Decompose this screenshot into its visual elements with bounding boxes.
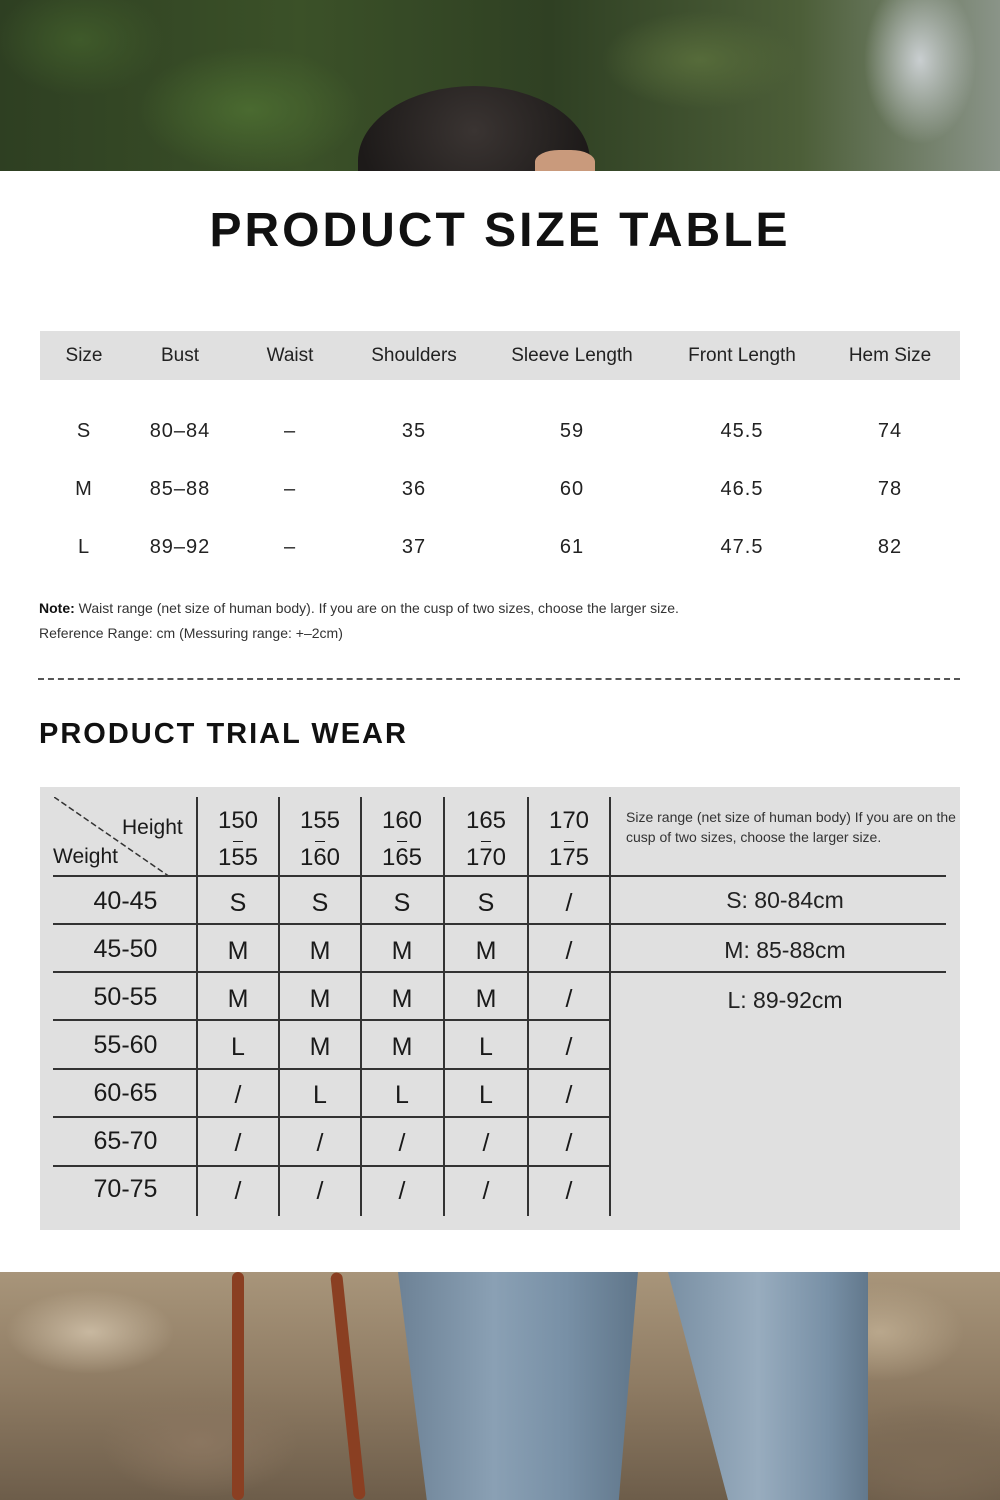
height-to: 175 bbox=[549, 839, 589, 876]
model-hand bbox=[535, 150, 595, 171]
trial-wear-title: PRODUCT TRIAL WEAR bbox=[39, 718, 408, 750]
size-cell: / bbox=[565, 1129, 573, 1157]
note-line-2: Reference Range: cm (Messuring range: +–2cm) bbox=[39, 625, 343, 641]
height-from: 160 bbox=[381, 807, 423, 834]
cell-sleeve-length: 60 bbox=[559, 478, 585, 500]
cell-hem-size: 74 bbox=[877, 420, 903, 442]
header-hem-size: Hem Size bbox=[848, 345, 932, 366]
size-table-header bbox=[40, 331, 960, 380]
weight-label: 50-55 bbox=[93, 983, 158, 1011]
cell-waist: – bbox=[283, 478, 297, 500]
height-to: 155 bbox=[218, 839, 258, 876]
size-cell: M bbox=[309, 985, 331, 1013]
grid-hline bbox=[53, 923, 946, 925]
cell-bust: 85–88 bbox=[149, 478, 211, 500]
size-cell: / bbox=[234, 1081, 242, 1109]
header-size: Size bbox=[65, 345, 103, 366]
top-model-photo bbox=[0, 0, 1000, 171]
grid-hline bbox=[53, 1019, 610, 1021]
cell-waist: – bbox=[283, 536, 297, 558]
dashed-divider bbox=[38, 678, 960, 680]
corner-height-label: Height bbox=[122, 816, 183, 839]
cell-shoulders: 37 bbox=[401, 536, 427, 558]
height-range-170-175 bbox=[528, 802, 610, 876]
size-cell: / bbox=[565, 1177, 573, 1205]
weight-label: 45-50 bbox=[93, 935, 158, 963]
header-waist: Waist bbox=[266, 345, 314, 366]
cell-shoulders: 35 bbox=[401, 420, 427, 442]
note-line-1 bbox=[39, 596, 679, 621]
cell-hem-size: 82 bbox=[877, 536, 903, 558]
size-cell: / bbox=[316, 1129, 324, 1157]
size-cell: M bbox=[309, 1033, 331, 1061]
trial-wear-table bbox=[40, 787, 960, 1230]
size-cell: M bbox=[475, 937, 497, 965]
size-cell: S bbox=[311, 889, 329, 917]
height-range-150-155 bbox=[197, 802, 279, 876]
bag-strap bbox=[232, 1272, 244, 1500]
weight-label: 55-60 bbox=[93, 1031, 158, 1059]
bag-strap bbox=[330, 1272, 366, 1500]
size-cell: / bbox=[565, 889, 573, 917]
height-to: 165 bbox=[382, 839, 422, 876]
size-row-s bbox=[40, 400, 960, 458]
cell-shoulders: 36 bbox=[401, 478, 427, 500]
jeans-right-leg bbox=[668, 1272, 868, 1500]
grid-hline bbox=[53, 1116, 610, 1118]
header-shoulders: Shoulders bbox=[371, 345, 457, 366]
cell-size: M bbox=[75, 478, 93, 500]
height-range-160-165 bbox=[361, 802, 443, 876]
size-cell: / bbox=[234, 1177, 242, 1205]
cell-sleeve-length: 59 bbox=[559, 420, 585, 442]
cell-front-length: 46.5 bbox=[720, 478, 764, 500]
corner-weight-label: Weight bbox=[53, 845, 118, 868]
size-cell: L bbox=[231, 1033, 245, 1061]
height-range-155-160 bbox=[279, 802, 361, 876]
height-from: 170 bbox=[548, 807, 590, 834]
size-cell: M bbox=[391, 1033, 413, 1061]
height-from: 155 bbox=[299, 807, 341, 834]
weight-label: 65-70 bbox=[93, 1127, 158, 1155]
size-cell: / bbox=[398, 1129, 406, 1157]
size-cell: / bbox=[565, 1033, 573, 1061]
weight-label: 40-45 bbox=[93, 887, 158, 915]
size-row-m bbox=[40, 458, 960, 516]
weight-label: 60-65 bbox=[93, 1079, 158, 1107]
header-bust: Bust bbox=[160, 345, 200, 366]
weight-label: 70-75 bbox=[93, 1175, 158, 1203]
size-cell: / bbox=[234, 1129, 242, 1157]
size-cell: S bbox=[477, 889, 495, 917]
bottom-model-photo bbox=[0, 1272, 1000, 1500]
header-sleeve-length: Sleeve Length bbox=[511, 345, 633, 366]
grid-hline bbox=[53, 1165, 610, 1167]
size-cell: M bbox=[227, 937, 249, 965]
size-cell: L bbox=[479, 1081, 493, 1109]
size-cell: / bbox=[565, 937, 573, 965]
size-cell: / bbox=[398, 1177, 406, 1205]
size-note bbox=[39, 596, 679, 646]
size-cell: M bbox=[309, 937, 331, 965]
size-row-l bbox=[40, 516, 960, 574]
cell-sleeve-length: 61 bbox=[559, 536, 585, 558]
size-range-l: L: 89-92cm bbox=[727, 987, 843, 1013]
size-cell: / bbox=[482, 1177, 490, 1205]
cell-bust: 89–92 bbox=[149, 536, 211, 558]
page-title: PRODUCT SIZE TABLE bbox=[209, 204, 791, 257]
grid-hline bbox=[53, 875, 946, 877]
header-front-length: Front Length bbox=[688, 345, 796, 366]
height-to: 160 bbox=[300, 839, 340, 876]
jeans-left-leg bbox=[398, 1272, 638, 1500]
size-cell: / bbox=[565, 985, 573, 1013]
size-cell: M bbox=[391, 937, 413, 965]
size-cell: S bbox=[229, 889, 247, 917]
cell-waist: – bbox=[283, 420, 297, 442]
size-cell: / bbox=[316, 1177, 324, 1205]
size-cell: / bbox=[565, 1081, 573, 1109]
note-label: Note: bbox=[39, 600, 75, 616]
cell-hem-size: 78 bbox=[877, 478, 903, 500]
size-cell: M bbox=[391, 985, 413, 1013]
cell-size: L bbox=[77, 536, 91, 558]
size-cell: L bbox=[313, 1081, 327, 1109]
height-from: 150 bbox=[217, 807, 259, 834]
size-range-s: S: 80-84cm bbox=[726, 887, 844, 913]
grid-hline bbox=[53, 1068, 610, 1070]
cell-size: S bbox=[76, 420, 92, 442]
height-from: 165 bbox=[465, 807, 507, 834]
size-cell: L bbox=[395, 1081, 409, 1109]
size-cell: S bbox=[393, 889, 411, 917]
grid-hline bbox=[53, 971, 946, 973]
size-table bbox=[40, 331, 960, 574]
height-to: 170 bbox=[466, 839, 506, 876]
height-range-165-170 bbox=[444, 802, 528, 876]
note-text: Waist range (net size of human body). If you are on the cusp of two sizes, choose the larger size. bbox=[74, 600, 679, 616]
trial-side-note: Size range (net size of human body) If you are on the cusp of two sizes, choose the larger size. bbox=[626, 809, 956, 845]
cell-front-length: 45.5 bbox=[720, 420, 764, 442]
size-cell: / bbox=[482, 1129, 490, 1157]
size-range-m: M: 85-88cm bbox=[724, 937, 846, 963]
size-cell: M bbox=[227, 985, 249, 1013]
cell-bust: 80–84 bbox=[149, 420, 211, 442]
cell-front-length: 47.5 bbox=[720, 536, 764, 558]
size-cell: L bbox=[479, 1033, 493, 1061]
size-cell: M bbox=[475, 985, 497, 1013]
